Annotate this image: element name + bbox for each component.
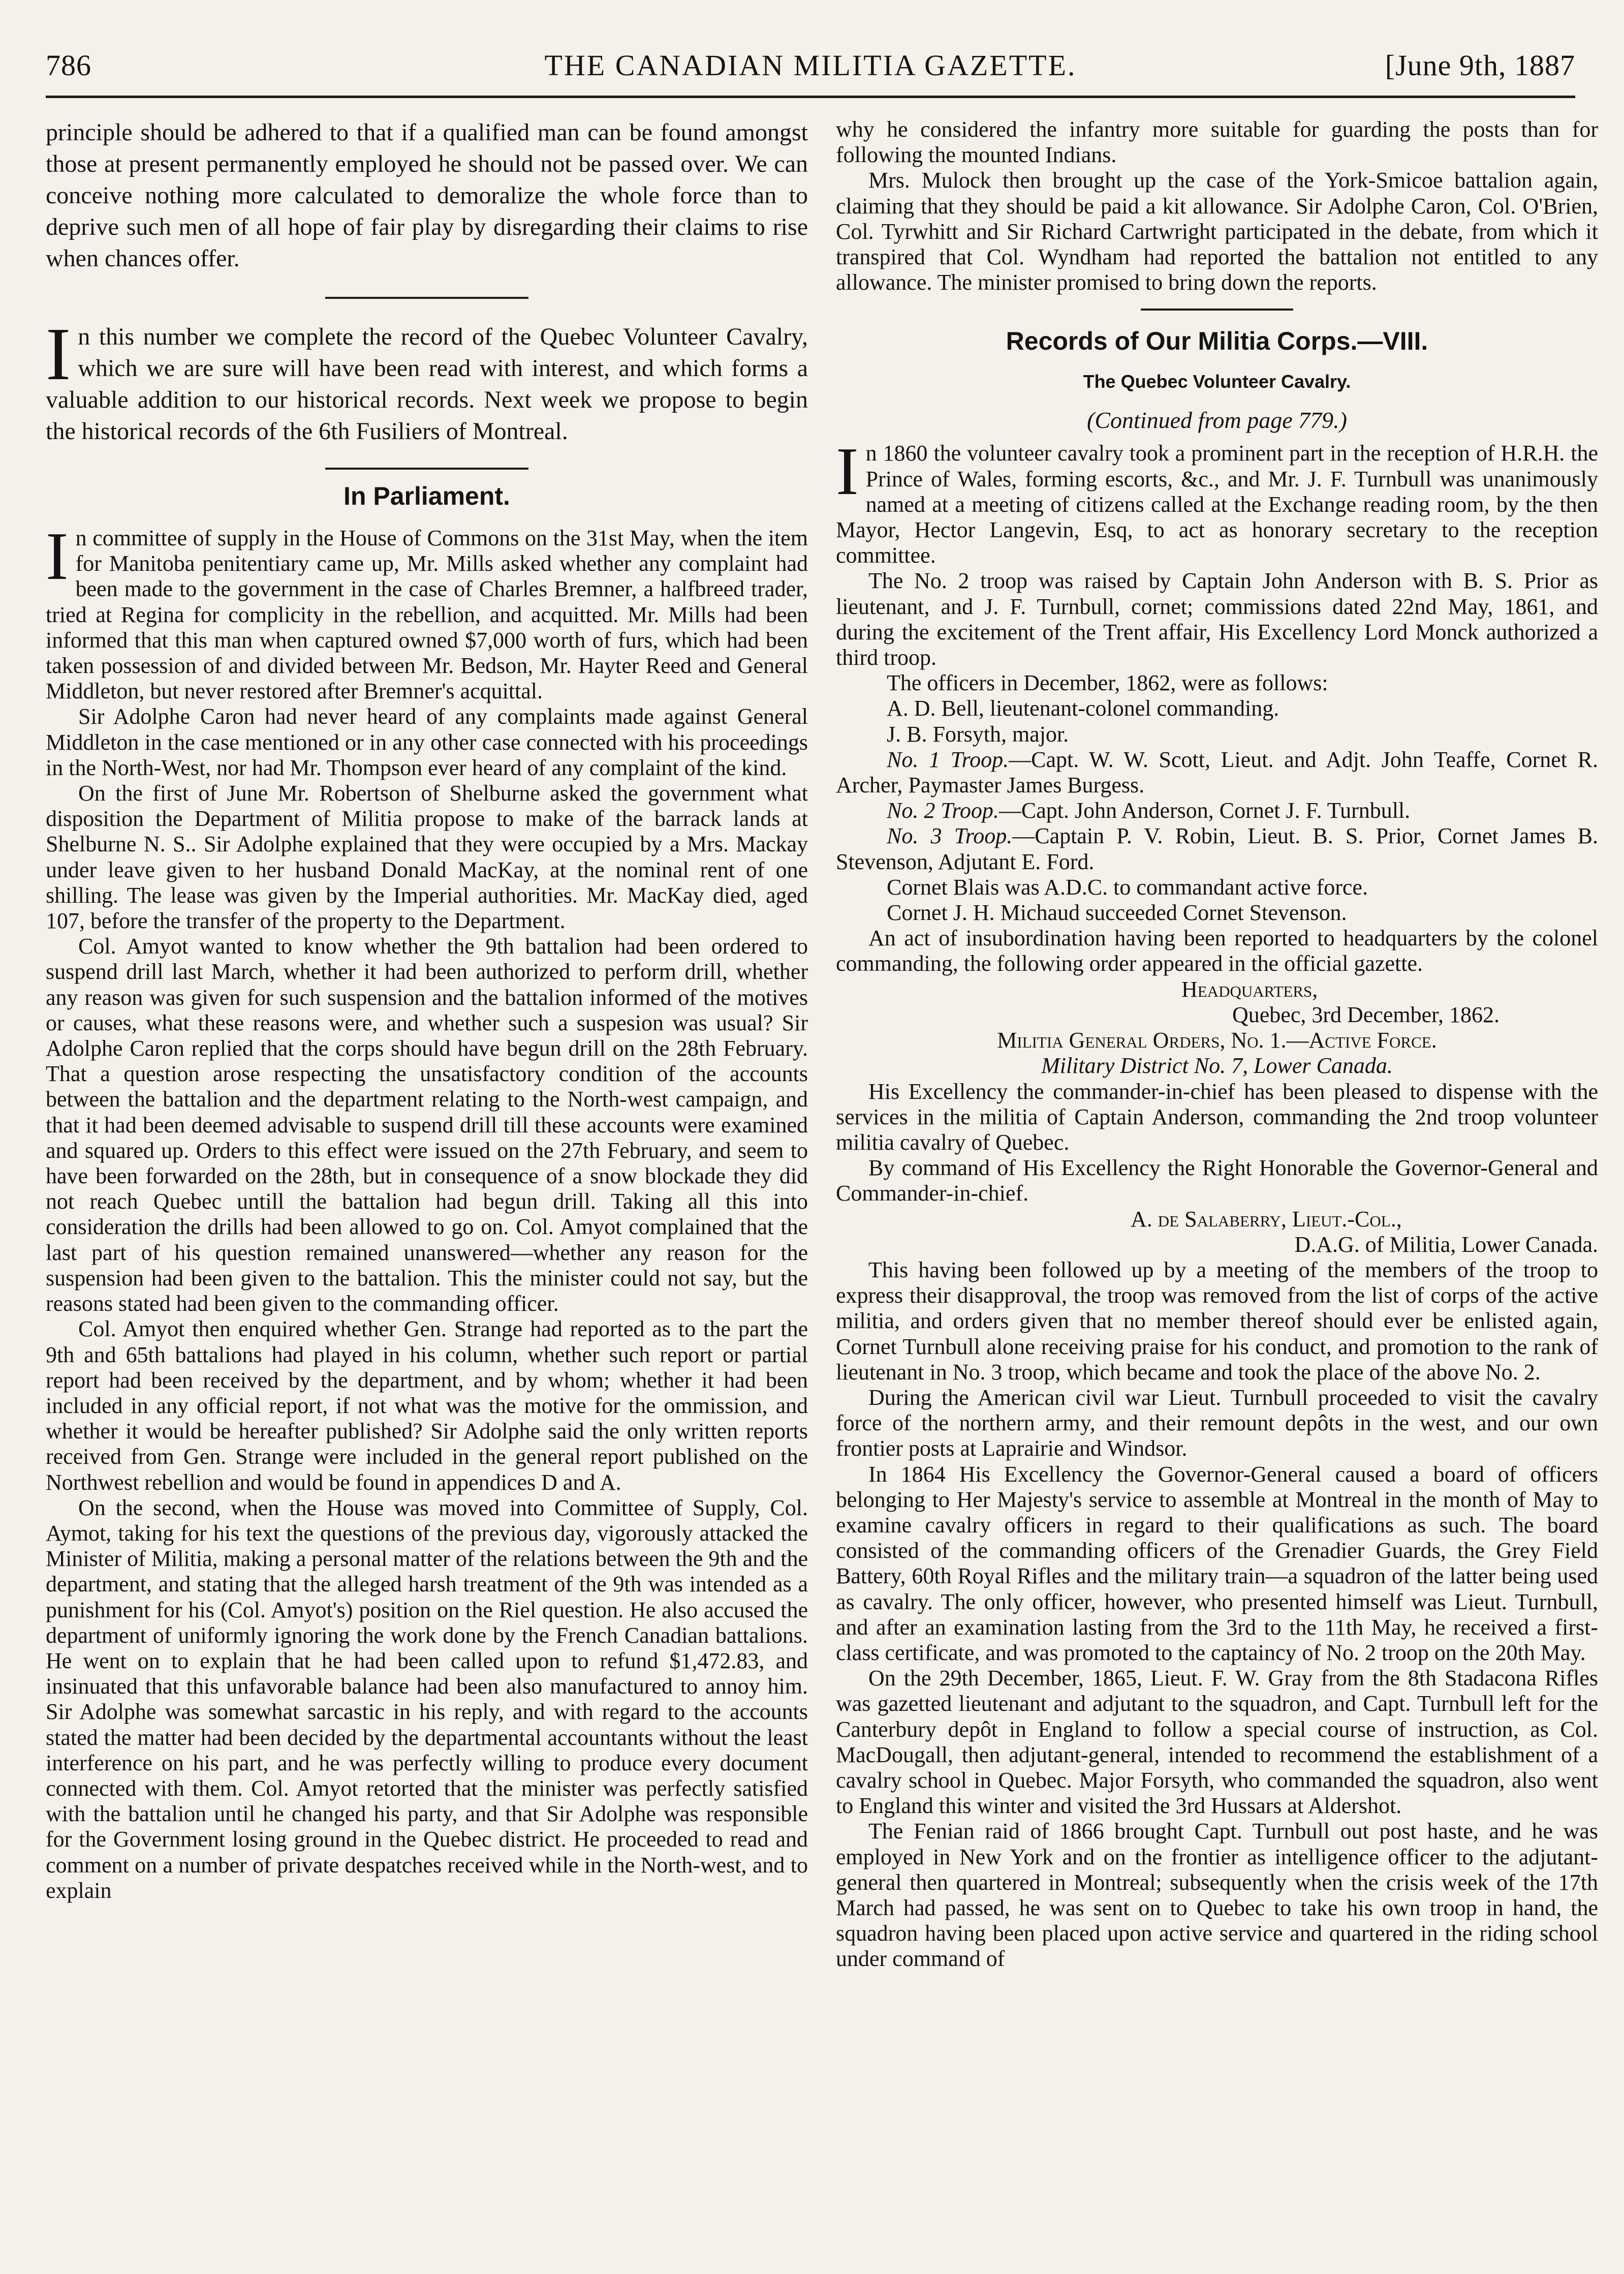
troop-entry	[836, 823, 1598, 874]
page-header	[46, 48, 1575, 84]
troop-entry	[836, 798, 1598, 823]
officers-list	[836, 670, 1598, 926]
continued-note: (Continued from page 779.)	[1087, 407, 1347, 434]
parliament-paragraph: Col. Amyot wanted to know whether the 9th battalion had been ordered to suspend drill last March, whether it had been authorized to perform drill, whether any reason was given for such suspension and the battalion informed of the motives or causes, what these reasons were, and whether such a suspesion was usual? Sir Adolphe Caron replied that the corps should have begun drill on the 28th February. That a question arose respecting the unsatisfactory condition of the accounts between the battalion and the department relating to the North-west campaign, and that it had been deemed advisable to suspend drill till these accounts were examined and squared up. Orders to this effect were issued on the 27th February, and seem to have been forwarded on the 28th, but in consequence of a snow blockade they did not reach Quebec untill the battalion had begun drill. Taking all this into consideration the drills had been allowed to go on. Col. Amyot complained that the last part of his question remained unanswered—whether any reason for the suspension had been given to the battalion. This the minister could not say, but the reasons stated had been given to the commanding officer.	[46, 934, 808, 1316]
order-headquarters: Headquarters,	[1181, 976, 1318, 1002]
order-district: Military District No. 7, Lower Canada.	[1041, 1053, 1393, 1079]
records-paragraph: In 1860 the volunteer cavalry took a prominent part in the reception of H.R.H. the Prince of Wales, forming escorts, &c., and Mr. J. F. Turnbull was unanimously named at a meeting of citizens called at the Exchange reading room, by the then Mayor, Hector Langevin, Esq, to act as honorary secretary to the reception committee.	[836, 434, 1598, 568]
troop-label: No. 3 Troop.	[887, 823, 1013, 849]
issue-date: [June 9th, 1887	[1385, 49, 1575, 82]
right-column	[836, 117, 1598, 1972]
records-paragraph: In 1864 His Excellency the Governor-General caused a board of officers belonging to Her Majesty's service to assemble at Montreal in the month of May to examine cavalry officers in regard to their qualifications as such. The board consisted of the commanding officers of the Grenadier Guards, the Grey Field Battery, 60th Royal Rifles and the military train—a squadron of the latter being used as cavalry. The only officer, however, who presented himself was Lieut. Turnbull, and after an examination lasting from the 3rd to the 11th May, he received a first-class certificate, and was promoted to the captaincy of No. 2 troop on the 20th May.	[836, 1461, 1598, 1665]
troop-officers: —Capt. W. W. Scott, Lieut. and Adjt. John Teaffe, Cornet R. Archer, Paymaster James Burgess.	[836, 747, 1598, 798]
parliament-continuation: why he considered the infantry more suitable for guarding the posts than for following the mounted Indians.	[836, 117, 1598, 168]
divider	[325, 468, 528, 470]
records-paragraph: During the American civil war Lieut. Turnbull proceeded to visit the cavalry force of the northern army, and their remount depôts in the west, and our own frontier posts at Laprairie and Windsor.	[836, 1385, 1598, 1461]
troop-officers: —Capt. John Anderson, Cornet J. F. Turnbull.	[998, 798, 1411, 823]
header-rule	[46, 96, 1575, 98]
order-place-date: Quebec, 3rd December, 1862.	[1232, 1002, 1500, 1027]
records-heading: Records of Our Militia Corps.—VIII.	[1006, 327, 1428, 356]
officer-entry: A. D. Bell, lieutenant-colonel commanding.	[887, 696, 1279, 721]
troop-officers: —Captain P. V. Robin, Lieut. B. S. Prior, Cornet James B. Stevenson, Adjutant E. Ford.	[836, 823, 1599, 874]
order-title: Militia General Orders, No. 1.—Active Force.	[997, 1028, 1437, 1053]
officers-intro: The officers in December, 1862, were as follows:	[887, 670, 1328, 696]
officer-entry: Cornet Blais was A.D.C. to commandant active force.	[887, 874, 1368, 900]
divider	[325, 297, 528, 299]
records-paragraph: This having been followed up by a meeting of the members of the troop to express their disapproval, the troop was removed from the list of corps of the active militia, and orders given that no member thereof should ever be enlisted again, Cornet Turnbull alone receiving praise for his conduct, and promotion to the rank of lieutenant in No. 3 troop, which became and took the place of the above No. 2.	[836, 1257, 1598, 1385]
officer-entry: Cornet J. H. Michaud succeeded Cornet Stevenson.	[887, 900, 1347, 926]
records-paragraph: The Fenian raid of 1866 brought Capt. Turnbull out post haste, and he was employed in New York and on the frontier as intelligence officer to the adjutant-general then quartered in Montreal; subsequently when the crisis week of the 17th March had passed, he was sent on to Quebec to take his own troop in hand, the squadron having been placed upon active service and quartered in the riding school under command of	[836, 1819, 1598, 1972]
divider	[1141, 309, 1293, 311]
order-signature-name: A. de Salaberry, Lieut.-Col.,	[1131, 1206, 1402, 1232]
order-body: His Excellency the commander-in-chief has been pleased to dispense with the services in the militia of Captain Anderson, commanding the 2nd troop volunteer militia cavalry of Quebec.	[836, 1079, 1598, 1155]
parliament-heading: In Parliament.	[343, 482, 510, 510]
parliament-paragraph: Sir Adolphe Caron had never heard of any complaints made against General Middleton in the case mentioned or in any other case connected with his proceedings in the North-West, nor had Mr. Thompson ever heard of any complaint of the kind.	[46, 704, 808, 780]
newspaper-title: THE CANADIAN MILITIA GAZETTE.	[544, 49, 1077, 82]
troop-entry	[836, 747, 1598, 798]
troop-label: No. 1 Troop.	[887, 747, 1009, 772]
records-subheading: The Quebec Volunteer Cavalry.	[1083, 371, 1351, 392]
troop-label: No. 2 Troop.	[887, 798, 999, 823]
left-column	[46, 117, 808, 1903]
parliament-paragraph: Mrs. Mulock then brought up the case of the York-Smicoe battalion again, claiming that they should be paid a kit allowance. Sir Adolphe Caron, Col. O'Brien, Col. Tyrwhitt and Sir Richard Cartwright participated in the debate, from which it transpired that Col. Wyndham had reported the battalion not entitled to any allowance. The minister promised to bring down the reports.	[836, 168, 1598, 295]
editorial-note: In this number we complete the record of the Quebec Volunteer Cavalry, which we are sure will have been read with interest, and which forms a valuable addition to our historical records. Next week we propose to begin the historical records of the 6th Fusiliers of Montreal.	[46, 313, 808, 445]
officer-entry: J. B. Forsyth, major.	[887, 721, 1069, 747]
order-command: By command of His Excellency the Right Honorable the Governor-General and Commander-in-chief.	[836, 1155, 1598, 1206]
parliament-paragraph: On the second, when the House was moved into Committee of Supply, Col. Aymot, taking for his text the questions of the previous day, vigorously attacked the Minister of Militia, making a personal matter of the relations between the 9th and the department, and stating that the alleged harsh treatment of the 9th was intended as a punishment for his (Col. Amyot's) position on the Riel question. He also accused the department of uniformly ignoring the work done by the French Canadian battalions. He went on to explain that he had been called upon to refund $1,472.83, and insinuated that this unfavorable balance had been also manufactured to annoy him. Sir Adolphe was somewhat sarcastic in his reply, and with regard to the accounts stated the matter had been decided by the departmental accountants without the least interference on his part, and he was perfectly willing to produce every document connected with them. Col. Amyot retorted that the minister was perfectly satisfied with the battalion until he changed his party, and that Sir Adolphe was responsible for the Government losing ground in the Quebec district. He proceeded to read and comment on a number of private despatches received while in the North-west, and to explain	[46, 1495, 808, 1903]
records-paragraph: An act of insubordination having been reported to headquarters by the colonel commanding, the following order appeared in the official gazette.	[836, 926, 1598, 976]
parliament-paragraph: On the first of June Mr. Robertson of Shelburne asked the government what disposition the Department of Militia propose to make of the barrack lands at Shelburne N. S.. Sir Adolphe explained that they were occupied by a Mrs. Mackay under leave given to her husband Donald MacKay, at the nominal rent of one shilling. The lease was given by the Imperial authorities. Mr. MacKay died, aged 107, before the transfer of the property to the Department.	[46, 781, 808, 934]
editorial-continuation: principle should be adhered to that if a qualified man can be found amongst those at present permanently employed he should not be passed over. We can conceive nothing more calculated to demoralize the whole force than to deprive such men of all hope of fair play by disregarding their claims to rise when chances offer.	[46, 119, 808, 272]
general-order	[836, 977, 1598, 1257]
parliament-paragraph: In committee of supply in the House of Commons on the 31st May, when the item for Manitoba penitentiary came up, Mr. Mills asked whether any complaint had been made to the government in the case of Charles Bremner, a halfbreed trader, tried at Regina for complicity in the rebellion, and acquitted. Mr. Mills had been informed that this man when captured owned $7,000 worth of furs, which had been taken possession of and divided between Mr. Bedson, Mr. Hayter Reed and General Middleton, but never restored after Bremner's acquittal.	[46, 518, 808, 704]
page-number: 786	[46, 49, 91, 82]
records-paragraph: On the 29th December, 1865, Lieut. F. W. Gray from the 8th Stadacona Rifles was gazetted lieutenant and adjutant to the squadron, and Capt. Turnbull left for the Canterbury depôt in England to follow a special course of instruction, as Col. MacDougall, then adjutant-general, intended to recommend the establishment of a cavalry school in Quebec. Major Forsyth, who commanded the squadron, also went to England this winter and visited the 3rd Hussars at Aldershot.	[836, 1666, 1598, 1819]
order-signature-title: D.A.G. of Militia, Lower Canada.	[1294, 1232, 1598, 1257]
records-paragraph: The No. 2 troop was raised by Captain John Anderson with B. S. Prior as lieutenant, and J. F. Turnbull, cornet; commissions dated 22nd May, 1861, and during the excitement of the Trent affair, His Excellency Lord Monck authorized a third troop.	[836, 568, 1598, 670]
parliament-paragraph: Col. Amyot then enquired whether Gen. Strange had reported as to the part the 9th and 65th battalions had played in his column, whether such report or partial report had been received by the department, and by whom; whether it had been included in any official report, if not what was the motive for the ommission, and whether it would be hereafter published? Sir Adolphe said the only written reports received from Gen. Strange were included in the general report published on the Northwest rebellion and would be found in appendices D and A.	[46, 1316, 808, 1495]
